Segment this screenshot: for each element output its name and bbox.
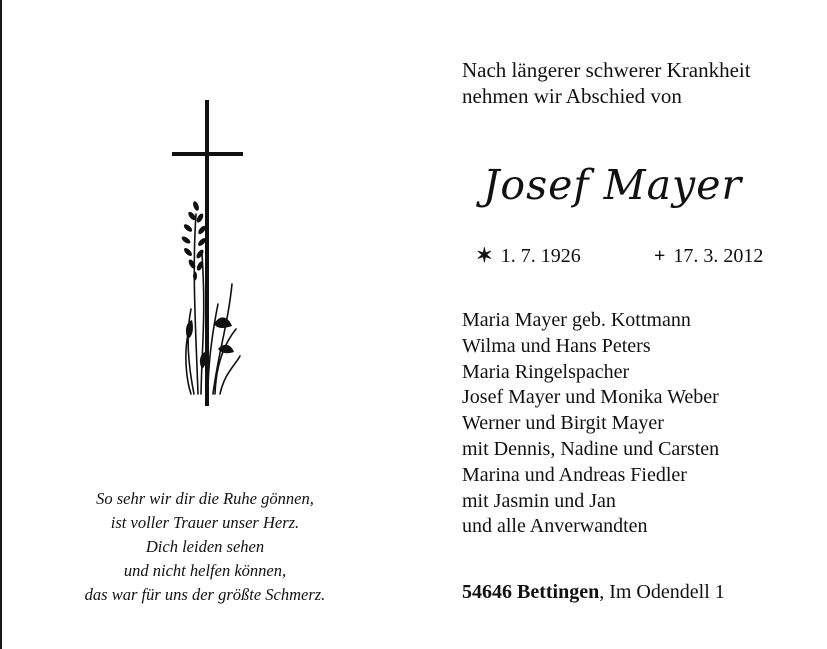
birth-star-icon: ✶ <box>476 245 493 267</box>
intro-text <box>462 58 751 109</box>
death-cross-icon: + <box>654 245 666 267</box>
mourners-list <box>462 308 719 540</box>
birth-date: 1. 7. 1926 <box>500 245 581 267</box>
mourner-line: und alle Anverwandten <box>462 515 648 538</box>
deceased-name: Josef Mayer <box>483 161 743 209</box>
poem-line: und nicht helfen können, <box>123 561 287 580</box>
mourner-line: Wilma und Hans Peters <box>462 334 651 357</box>
poem-line: Dich leiden sehen <box>145 537 265 556</box>
mourner-line: Josef Mayer und Monika Weber <box>462 386 719 409</box>
mourner-line: Werner und Birgit Mayer <box>462 412 664 435</box>
intro-line: nehmen wir Abschied von <box>462 83 682 108</box>
life-dates <box>476 243 786 269</box>
poem-line: ist voller Trauer unser Herz. <box>110 513 300 532</box>
address-street: , Im Odendell 1 <box>599 581 725 603</box>
mourner-line: Maria Mayer geb. Kottmann <box>462 309 691 331</box>
death-date-group <box>654 243 763 269</box>
mourner-line: Maria Ringelspacher <box>462 360 630 383</box>
birth-date-group <box>476 243 581 269</box>
poem-block <box>40 487 370 607</box>
poem-line: das war für uns der größte Schmerz. <box>84 585 326 604</box>
mourner-line: Marina und Andreas Fiedler <box>462 463 687 486</box>
cross-with-grass-icon <box>158 94 258 414</box>
address <box>462 579 725 605</box>
mourner-line: mit Jasmin und Jan <box>462 489 616 512</box>
left-border-line <box>0 0 2 649</box>
death-date: 17. 3. 2012 <box>673 245 764 267</box>
address-zip-city: 54646 Bettingen <box>462 581 600 603</box>
mourner-line: mit Dennis, Nadine und Carsten <box>462 437 720 460</box>
intro-line: Nach längerer schwerer Krankheit <box>462 58 751 82</box>
poem-line: So sehr wir dir die Ruhe gönnen, <box>96 489 314 508</box>
